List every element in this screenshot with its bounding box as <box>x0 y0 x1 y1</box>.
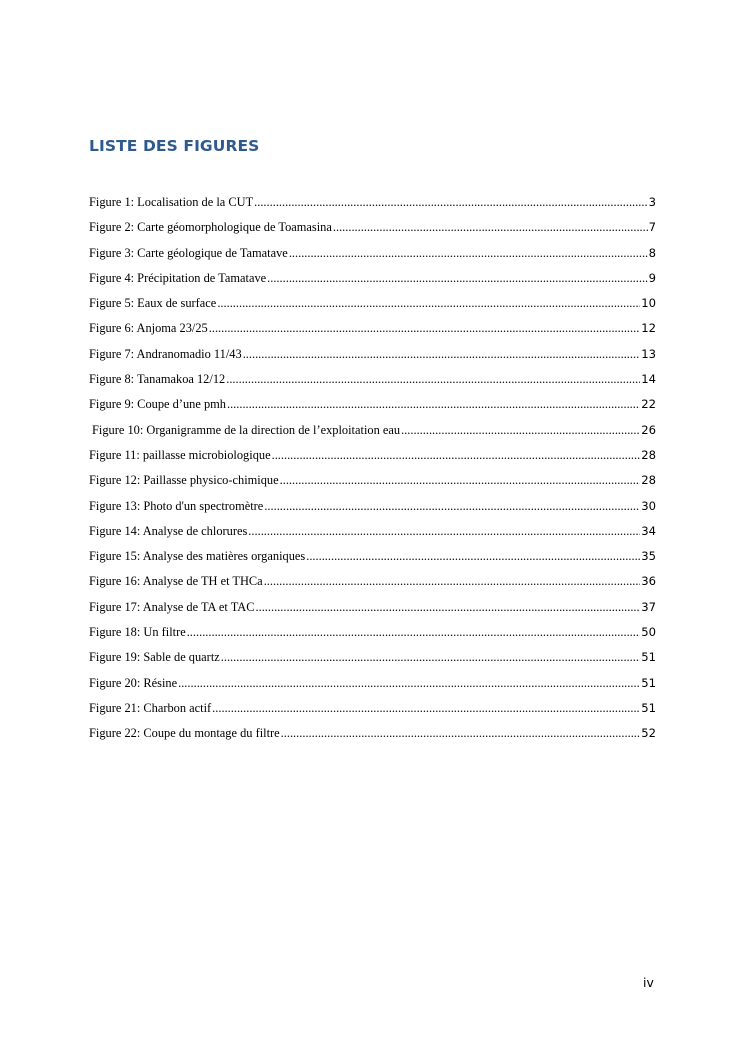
toc-entry-label: Figure 4: Précipitation de Tamatave <box>89 270 267 285</box>
dot-leader <box>267 270 647 286</box>
toc-entry-page: 50 <box>641 625 656 640</box>
toc-entry-page: 10 <box>641 296 656 311</box>
dot-leader <box>217 295 640 311</box>
toc-entry[interactable] <box>89 599 656 624</box>
dot-leader <box>221 649 640 665</box>
toc-entry-label: Figure 3: Carte géologique de Tamatave <box>89 245 288 260</box>
toc-entry-label: Figure 14: Analyse de chlorures <box>89 523 248 538</box>
toc-entry[interactable] <box>89 320 656 345</box>
figure-list <box>89 194 656 751</box>
toc-entry-page: 26 <box>641 422 656 437</box>
toc-entry[interactable] <box>89 498 656 523</box>
toc-entry-label: Figure 17: Analyse de TA et TAC <box>89 599 255 614</box>
toc-entry-page: 51 <box>641 675 656 690</box>
toc-entry-label: Figure 12: Paillasse physico-chimique <box>89 473 279 488</box>
dot-leader <box>243 346 641 362</box>
toc-entry-page: 12 <box>641 321 656 336</box>
toc-entry-label: Figure 8: Tanamakoa 12/12 <box>89 372 226 387</box>
toc-entry-page: 51 <box>641 650 656 665</box>
toc-entry-page: 7 <box>648 220 656 235</box>
toc-entry[interactable] <box>89 194 656 219</box>
toc-entry-label: Figure 9: Coupe d’une pmh <box>89 397 226 412</box>
dot-leader <box>178 675 640 691</box>
toc-entry[interactable] <box>89 725 656 750</box>
toc-entry-label: Figure 22: Coupe du montage du filtre <box>89 726 280 741</box>
toc-entry-label: Figure 13: Photo d'un spectromètre <box>89 498 264 513</box>
page-number: iv <box>643 975 654 990</box>
toc-entry-page: 8 <box>648 245 656 260</box>
toc-entry-label: Figure 21: Charbon actif <box>89 700 212 715</box>
toc-entry[interactable] <box>89 624 656 649</box>
toc-entry-page: 14 <box>641 372 656 387</box>
toc-entry-label: Figure 10: Organigramme de la direction de l’exploitation eau <box>92 422 401 437</box>
toc-entry-page: 36 <box>641 574 656 589</box>
toc-entry[interactable] <box>89 472 656 497</box>
toc-entry-page: 9 <box>648 270 656 285</box>
toc-entry-label: Figure 6: Anjoma 23/25 <box>89 321 208 336</box>
dot-leader <box>256 599 641 615</box>
dot-leader <box>281 725 641 741</box>
toc-entry[interactable] <box>89 675 656 700</box>
toc-entry-page: 28 <box>641 447 656 462</box>
toc-entry[interactable] <box>89 548 656 573</box>
toc-entry[interactable] <box>89 700 656 725</box>
dot-leader <box>209 320 640 336</box>
dot-leader <box>289 245 648 261</box>
dot-leader <box>280 472 641 488</box>
toc-entry-page: 52 <box>641 726 656 741</box>
toc-entry-page: 3 <box>648 195 656 209</box>
dot-leader <box>248 523 640 539</box>
toc-entry-page: 28 <box>641 473 656 488</box>
toc-entry-label: Figure 11: paillasse microbiologique <box>89 447 271 462</box>
dot-leader <box>212 700 640 716</box>
toc-entry[interactable] <box>89 295 656 320</box>
page-title: LISTE DES FIGURES <box>89 137 260 155</box>
toc-entry-label: Figure 7: Andranomadio 11/43 <box>89 346 242 361</box>
toc-entry[interactable] <box>89 371 656 396</box>
toc-entry-page: 30 <box>641 498 656 513</box>
toc-entry-page: 34 <box>641 523 656 538</box>
toc-entry-label: Figure 18: Un filtre <box>89 625 186 640</box>
toc-entry[interactable] <box>89 346 656 371</box>
dot-leader <box>254 194 647 210</box>
toc-entry-label: Figure 19: Sable de quartz <box>89 650 220 665</box>
toc-entry[interactable] <box>89 573 656 598</box>
dot-leader <box>264 498 640 514</box>
dot-leader <box>272 447 641 463</box>
toc-entry-page: 22 <box>641 397 656 412</box>
toc-entry-label: Figure 5: Eaux de surface <box>89 296 217 311</box>
toc-entry[interactable] <box>89 649 656 674</box>
toc-entry-label: Figure 1: Localisation de la CUT <box>89 195 254 209</box>
toc-entry-page: 13 <box>641 346 656 361</box>
toc-entry-page: 37 <box>641 599 656 614</box>
toc-entry-page: 35 <box>641 549 656 564</box>
toc-entry-label: Figure 15: Analyse des matières organiques <box>89 549 306 564</box>
toc-entry-label: Figure 16: Analyse de TH et THCa <box>89 574 263 589</box>
toc-entry-label: Figure 20: Résine <box>89 675 178 690</box>
dot-leader <box>401 422 640 438</box>
dot-leader <box>264 573 641 589</box>
dot-leader <box>333 219 648 235</box>
toc-entry[interactable] <box>89 447 656 472</box>
toc-entry[interactable] <box>89 270 656 295</box>
dot-leader <box>306 548 640 564</box>
toc-entry[interactable] <box>89 245 656 270</box>
toc-entry[interactable] <box>89 523 656 548</box>
toc-entry[interactable] <box>89 396 656 421</box>
dot-leader <box>227 396 640 412</box>
dot-leader <box>226 371 640 387</box>
dot-leader <box>187 624 641 640</box>
toc-entry[interactable] <box>89 422 656 447</box>
toc-entry-page: 51 <box>641 700 656 715</box>
toc-entry-label: Figure 2: Carte géomorphologique de Toamasina <box>89 220 332 235</box>
toc-entry[interactable] <box>89 219 656 244</box>
